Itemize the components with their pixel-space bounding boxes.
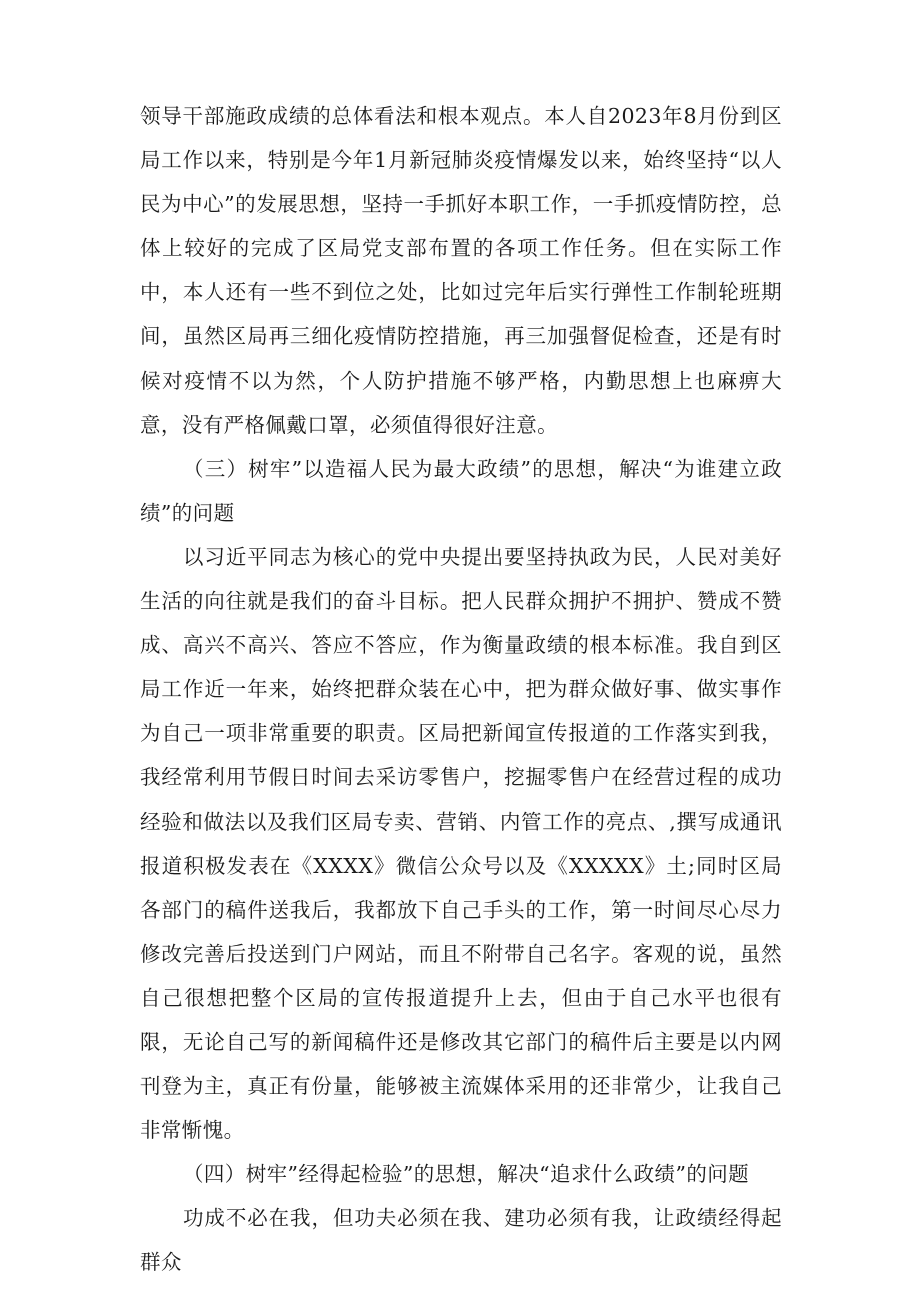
section-heading-four: （四）树牢”经得起检验”的思想，解决“追求什么政绩”的问题 bbox=[183, 1162, 750, 1187]
document-body bbox=[140, 94, 782, 1285]
paragraph-body: 以习近平同志为核心的党中央提出要坚持执政为民，人民对美好生活的向往就是我们的奋斗目标。把人民群众拥护不拥护、赞成不赞成、高兴不高兴、答应不答应，作为衡量政绩的根本标准。我自到区局工作近一年来，始终把群众装在心中，把为群众做好事、做实事作为自己一项非常重要的职责。区局把新闻宣传报道的工作落实到我，我经常利用节假日时间去采访零售户，挖掘零售户在经营过程的成功经验和做法以及我们区局专卖、营销、内管工作的亮点、,撰写成通讯报道积极发表在《XXXX》微信公众号以及《XXXXX》土;同时区局各部门的稿件送我后，我都放下自己手头的工作，第一时间尽心尽力修改完善后投送到门户网站，而且不附带自己名字。客观的说，虽然自己很想把整个区局的宣传报道提升上去，但由于自己水平也很有限，无论自己写的新闻稿件还是修改其它部门的稿件后主要是以内网刊登为主，真正有份量，能够被主流媒体采用的还非常少，让我自己非常惭愧。 bbox=[140, 544, 782, 1143]
paragraph-body: 功成不必在我，但功夫必须在我、建功必须有我，让政绩经得起群众 bbox=[140, 1206, 782, 1275]
paragraph-continuation: 领导干部施政成绩的总体看法和根本观点。本人自2023年8月份到区局工作以来，特别是今年1月新冠肺炎疫情爆发以来，始终坚持“以人民为中心”的发展思想，坚持一手抓好本职工作，一手抓疫情防控，总体上较好的完成了区局党支部布置的各项工作任务。但在实际工作中，本人还有一些不到位之处，比如过完年后实行弹性工作制轮班期间，虽然区局再三细化疫情防控措施，再三加强督促检查，还是有时候对疫情不以为然，个人防护措施不够严格，内勤思想上也麻痹大意，没有严格佩戴口罩，必须值得很好注意。 bbox=[140, 104, 782, 437]
section-heading-three: （三）树牢”以造福人民为最大政绩”的思想，解决“为谁建立政绩”的问题 bbox=[140, 456, 782, 525]
